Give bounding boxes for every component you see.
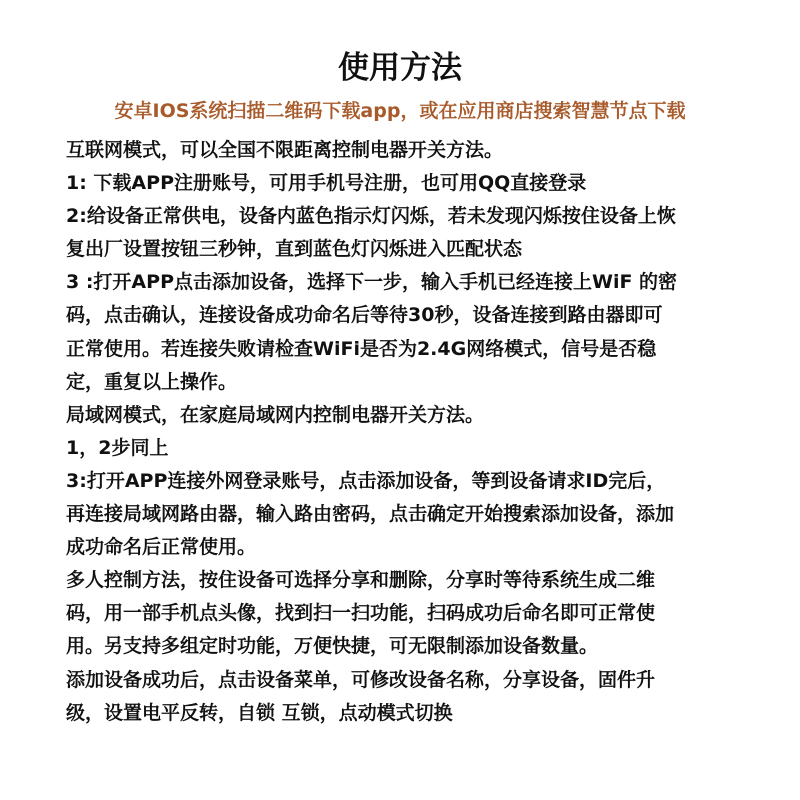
- internet-mode-heading: 互联网模式，可以全国不限距离控制电器开关方法。: [66, 139, 504, 161]
- page-title: 使用方法: [338, 50, 462, 86]
- step-3-line-1: 3 :打开APP点击添加设备，选择下一步，输入手机已经连接上WiF 的密: [66, 271, 678, 294]
- step-3-line-2: 码，点击确认，连接设备成功命名后等待30秒，设备连接到路由器即可: [66, 304, 663, 327]
- instruction-body: [66, 134, 756, 730]
- multi-user-line-1: 多人控制方法，按住设备可选择分享和删除，分享时等待系统生成二维: [66, 569, 656, 592]
- step-1-line: 1: 下载APP注册账号，可用手机号注册，也可用QQ直接登录: [66, 172, 587, 195]
- lan-step-3-line-2: 再连接局域网路由器，输入路由密码，点击确定开始搜索添加设备，添加: [66, 503, 675, 526]
- lan-step-1-2-line: 1，2步同上: [66, 436, 169, 459]
- multi-user-line-2: 码，用一部手机点头像，找到扫一扫功能，扫码成功后命名即可正常使: [66, 602, 656, 625]
- lan-step-3-line-1: 3:打开APP连接外网登录账号，点击添加设备，等到设备请求ID完后，: [66, 469, 666, 492]
- download-subtitle: 安卓IOS系统扫描二维码下载app，或在应用商店搜索智慧节点下载: [114, 100, 686, 122]
- device-settings-line-1: 添加设备成功后，点击设备菜单，可修改设备名称，分享设备，固件升: [66, 668, 656, 691]
- step-3-line-4: 定，重复以上操作。: [66, 370, 238, 393]
- device-settings-line-2: 级，设置电平反转，自锁 互锁，点动模式切换: [66, 701, 453, 724]
- step-3-line-3: 正常使用。若连接失败请检查WiFi是否为2.4G网络模式，信号是否稳: [66, 337, 657, 360]
- lan-step-3-line-3: 成功命名后正常使用。: [66, 536, 257, 559]
- step-2-line-2: 复出厂设置按钮三秒钟，直到蓝色灯闪烁进入匹配状态: [66, 238, 523, 261]
- multi-user-line-3: 用。另支持多组定时功能，万便快捷，可无限制添加设备数量。: [66, 635, 599, 658]
- step-2-line-1: 2:给设备正常供电，设备内蓝色指示灯闪烁，若未发现闪烁按住设备上恢: [66, 205, 676, 228]
- lan-mode-heading: 局域网模式，在家庭局域网内控制电器开关方法。: [66, 403, 485, 426]
